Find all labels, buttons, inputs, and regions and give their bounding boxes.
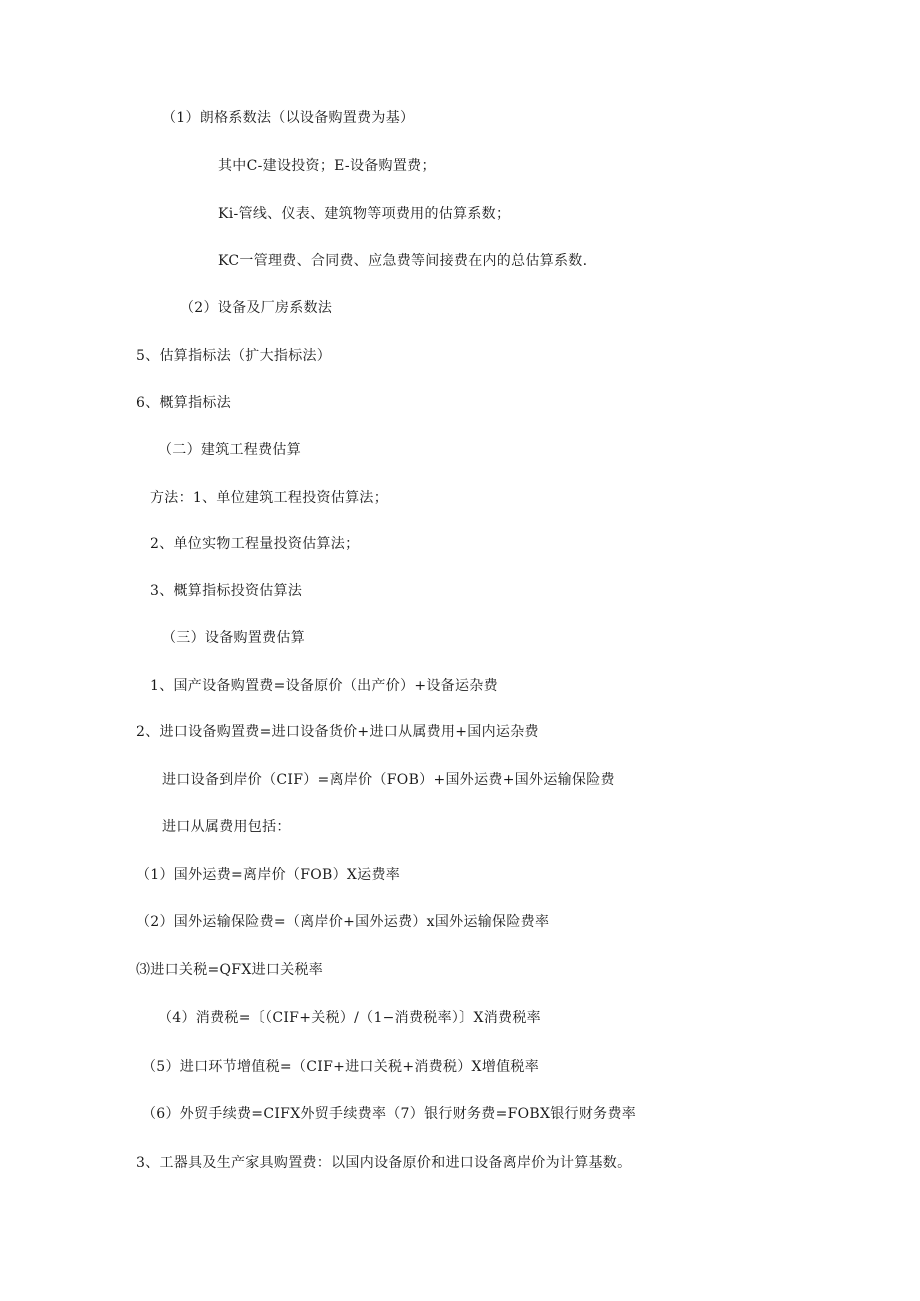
line-budget-index-method: 6、概算指标法 [136,395,232,411]
line-method-1: 方法：1、单位建筑工程投资估算法； [150,490,389,506]
line-consumption-tax: （4）消费税=〔（CIF+关税）/（1−消费税率）〕X消费税率 [158,1010,541,1026]
line-vat: （5）进口环节增值税=（CIF+进口关税+消费税）X增值税率 [142,1059,540,1075]
line-imported-equipment: 2、进口设备购置费=进口设备货价+进口从属费用+国内运杂费 [136,724,539,740]
line-equipment-plant-method: （2）设备及厂房系数法 [180,300,333,316]
line-trade-and-bank-fees: （6）外贸手续费=CIFX外贸手续费率（7）银行财务费=FOBX银行财务费率 [142,1106,637,1122]
line-import-tariff: ⑶进口关税=QFX进口关税率 [136,962,324,978]
line-cif-formula: 进口设备到岸价（CIF）=离岸价（FOB）+国外运费+国外运输保险费 [162,772,615,788]
line-ki-definition: Ki-管线、仪表、建筑物等项费用的估算系数； [218,206,511,222]
line-kc-definition: KC一管理费、合同费、应急费等间接费在内的总估算系数. [218,253,588,269]
line-c-e-definition: 其中C-建设投资；E-设备购置费； [218,158,436,174]
line-building-cost-heading: （二）建筑工程费估算 [158,442,301,458]
line-method-3: 3、概算指标投资估算法 [150,583,303,599]
line-estimate-index-method: 5、估算指标法（扩大指标法） [136,348,332,364]
line-foreign-insurance: （2）国外运输保险费=（离岸价+国外运费）x国外运输保险费率 [136,914,550,930]
line-tools-furniture: 3、工器具及生产家具购置费：以国内设备原价和进口设备离岸价为计算基数。 [136,1155,632,1171]
line-ancillary-costs-intro: 进口从属费用包括： [162,819,291,835]
line-method-2: 2、单位实物工程量投资估算法； [150,536,360,552]
line-domestic-equipment: 1、国产设备购置费=设备原价（出产价）+设备运杂费 [150,678,498,694]
line-equipment-cost-heading: （三）设备购置费估算 [162,630,305,646]
line-langer-method: （1）朗格系数法（以设备购置费为基） [162,110,415,126]
line-foreign-freight: （1）国外运费=离岸价（FOB）X运费率 [136,867,401,883]
